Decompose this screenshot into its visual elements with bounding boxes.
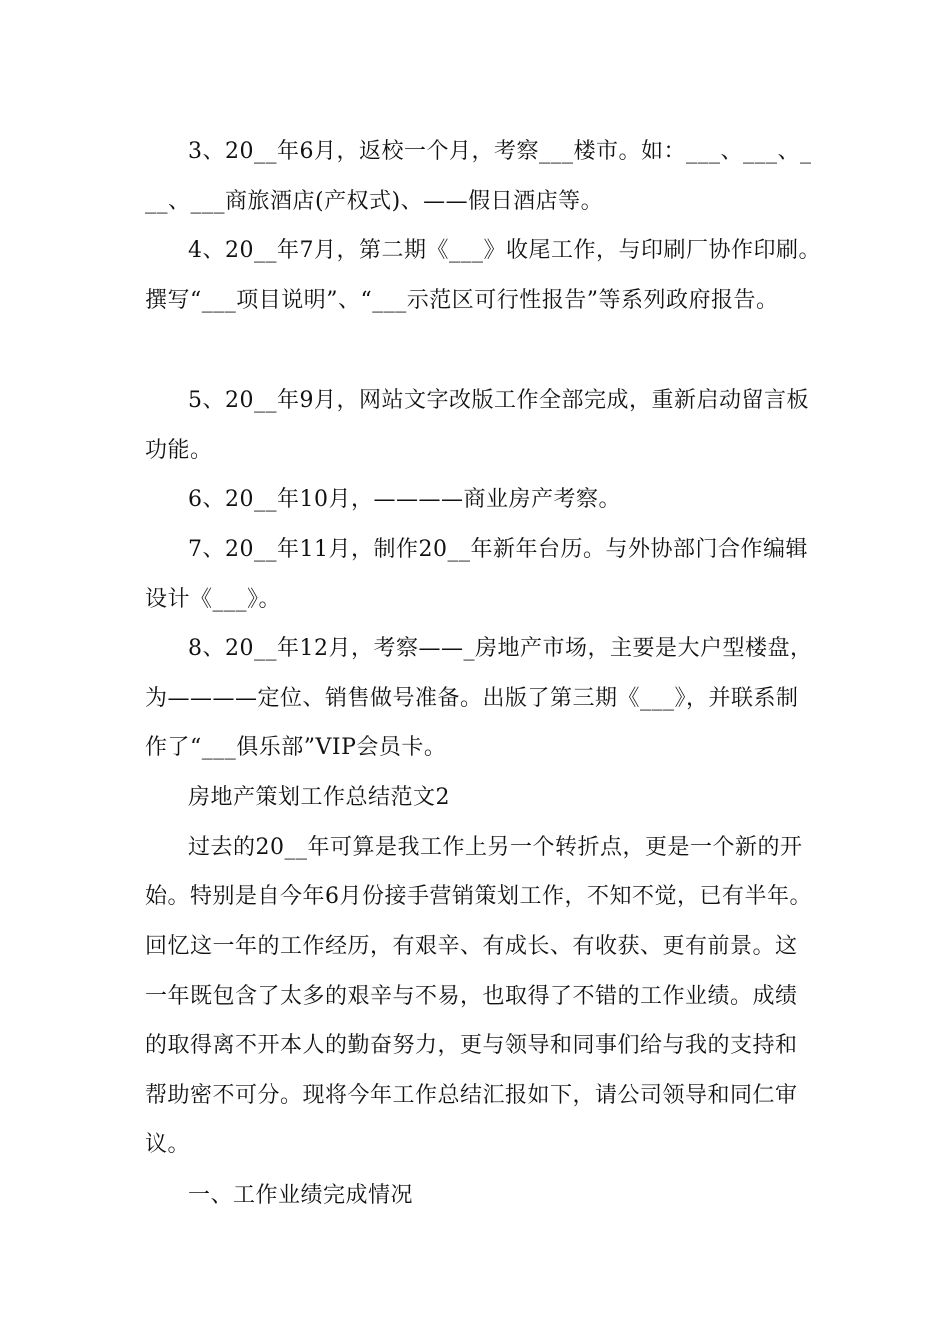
section-heading: 房地产策划工作总结范文2 (188, 785, 450, 810)
text-line: 的取得离不开本人的勤奋努力，更与领导和同事们给与我的支持和 (145, 1033, 798, 1058)
section-heading: 一、工作业绩完成情况 (188, 1183, 414, 1208)
text-line: 6、20__年10月，————商业房产考察。 (188, 487, 621, 512)
text-line: 作了“___俱乐部”VIP会员卡。 (145, 735, 447, 760)
text-line: 一年既包含了太多的艰辛与不易，也取得了不错的工作业绩。成绩 (145, 984, 798, 1009)
text-line: 帮助密不可分。现将今年工作总结汇报如下，请公司领导和同仁审 (145, 1083, 798, 1108)
text-line: 始。特别是自今年6月份接手营销策划工作，不知不觉，已有半年。 (145, 884, 812, 909)
text-line: 4、20__年7月，第二期《___》收尾工作，与印刷厂协作印刷。 (188, 238, 821, 263)
text-line: 7、20__年11月，制作20__年新年台历。与外协部门合作编辑 (188, 537, 808, 562)
text-line: 3、20__年6月，返校一个月，考察___楼市。如：___、___、_ (188, 139, 812, 164)
text-line: 过去的20__年可算是我工作上另一个转折点，更是一个新的开 (188, 835, 803, 860)
text-line: 撰写“___项目说明”、“___示范区可行性报告”等系列政府报告。 (145, 288, 779, 313)
text-line: 议。 (145, 1132, 191, 1157)
text-line: 8、20__年12月，考察——_房地产市场，主要是大户型楼盘， (188, 636, 813, 661)
text-line: 设计《___》。 (145, 587, 282, 612)
text-line: __、___商旅酒店(产权式)、——假日酒店等。 (145, 189, 604, 214)
text-line: 功能。 (145, 438, 213, 463)
text-line: 5、20__年9月，网站文字改版工作全部完成，重新启动留言板 (188, 388, 809, 413)
text-line: 回忆这一年的工作经历，有艰辛、有成长、有收获、更有前景。这 (145, 934, 798, 959)
text-line: 为————定位、销售做号准备。出版了第三期《___》，并联系制 (145, 686, 799, 711)
